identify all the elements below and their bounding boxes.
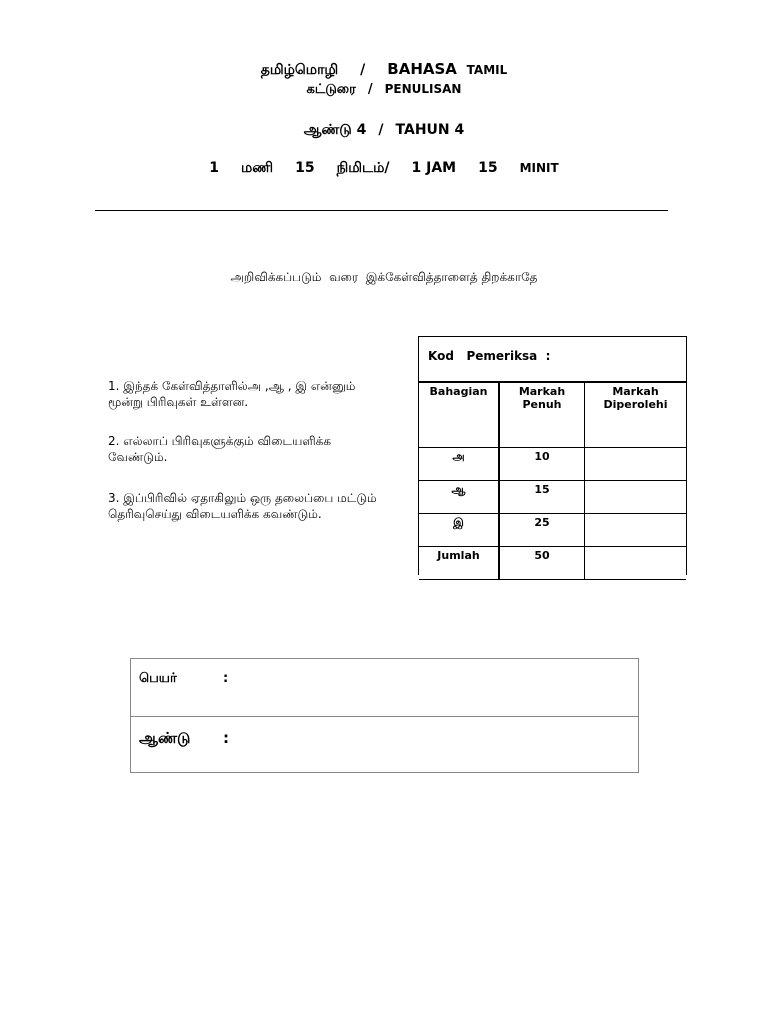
obtained-marks-cell[interactable] xyxy=(585,514,687,547)
full-marks-cell: 15 xyxy=(499,481,585,514)
header-divider xyxy=(95,210,668,211)
header-obtained-marks: Markah Diperolehi xyxy=(585,382,687,448)
year-heading xyxy=(0,122,768,140)
duration-heading xyxy=(0,160,768,178)
duration-hours-malay: JAM xyxy=(426,160,457,176)
year-malay: TAHUN 4 xyxy=(395,122,465,138)
header-full-marks: Markah Penuh xyxy=(499,382,585,448)
header-section: Bahagian xyxy=(419,382,499,448)
full-marks-cell: 50 xyxy=(499,547,585,580)
student-name-colon: : xyxy=(223,671,229,686)
instruction-1: 1. இந்தக் கேள்வித்தாளில்அ ,ஆ , இ என்னும் மூன்று பிரிவுகள் உள்ளன. xyxy=(108,379,356,409)
subject-tamil: தமிழ்மொழி xyxy=(260,62,339,78)
student-info-box xyxy=(130,658,639,773)
duration-hours-malay-num: 1 xyxy=(411,160,422,176)
separator: / xyxy=(367,82,373,97)
year-tamil: ஆண்டு 4 xyxy=(303,122,367,138)
subject-malay: BAHASA xyxy=(387,60,457,78)
do-not-open-notice: அறிவிக்கப்படும் வரை இக்கேள்வித்தாளைத் திறக்காதே xyxy=(230,270,538,284)
subject-heading xyxy=(0,60,768,80)
paper-heading xyxy=(0,82,768,98)
subject-malay-tamil: TAMIL xyxy=(466,63,508,77)
table-row xyxy=(419,448,686,481)
marks-table xyxy=(419,381,686,580)
duration-minutes-tamil: நிமிடம்/ xyxy=(336,160,390,176)
student-year-colon: : xyxy=(223,729,229,747)
separator: / xyxy=(378,122,384,138)
separator: / xyxy=(360,62,366,78)
section-cell: இ xyxy=(419,514,499,547)
table-row xyxy=(419,481,686,514)
duration-minutes-malay-num: 15 xyxy=(478,160,498,176)
examiner-code-label: Kod Pemeriksa : xyxy=(428,349,551,363)
full-marks-cell: 25 xyxy=(499,514,585,547)
full-marks-cell: 10 xyxy=(499,448,585,481)
table-row xyxy=(419,547,686,580)
instruction-3: 3. இப்பிரிவில் ஏதாகிலும் ஒரு தலைப்பை மட்டும் தெரிவுசெய்து விடையளிக்க கவண்டும். xyxy=(108,491,377,521)
section-cell: Jumlah xyxy=(419,547,499,580)
paper-tamil: கட்டுரை xyxy=(306,82,356,97)
student-year-row[interactable] xyxy=(131,717,638,772)
duration-minutes: 15 xyxy=(295,160,315,176)
duration-hours: 1 xyxy=(209,160,220,176)
section-cell: அ xyxy=(419,448,499,481)
paper-malay: PENULISAN xyxy=(384,82,462,96)
duration-hours-tamil: மணி xyxy=(241,160,274,176)
student-year-label: ஆண்டு xyxy=(139,729,191,747)
duration-minutes-malay: MINIT xyxy=(519,161,559,175)
student-name-row[interactable] xyxy=(131,659,638,717)
obtained-marks-cell[interactable] xyxy=(585,547,687,580)
student-name-label: பெயர் xyxy=(139,671,177,686)
obtained-marks-cell[interactable] xyxy=(585,481,687,514)
examiner-box xyxy=(418,336,687,575)
table-row xyxy=(419,514,686,547)
instruction-2: 2. எல்லாப் பிரிவுகளுக்கும் விடையளிக்க வேண்டும். xyxy=(108,434,331,464)
obtained-marks-cell[interactable] xyxy=(585,448,687,481)
section-cell: ஆ xyxy=(419,481,499,514)
